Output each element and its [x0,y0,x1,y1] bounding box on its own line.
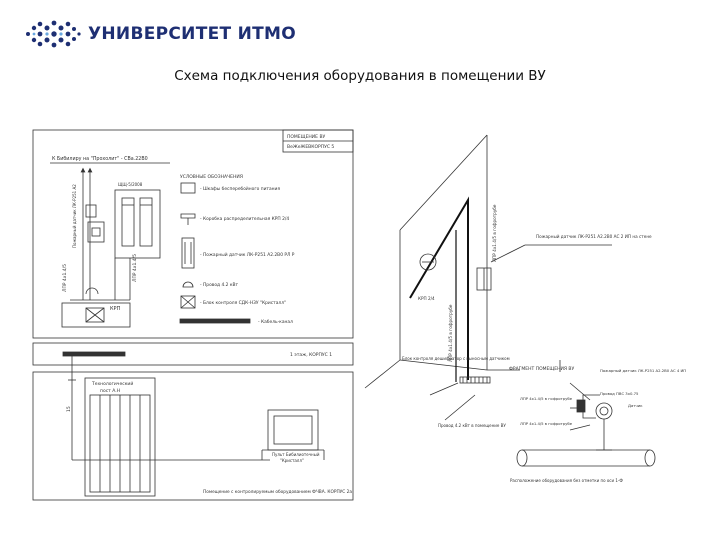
left-schematic [33,130,353,500]
cabinet-legend-icon [181,183,195,193]
stamp-line-1: ПОМЕЩЕНИЕ ВУ [287,135,326,140]
legend-item-1: - Шкафы бесперебойного питания [200,187,281,192]
fragment-title: ФРАГМЕНТ ПОМЕЩЕНИЯ ВУ [509,367,575,372]
sensor-legend-icon [182,238,194,268]
equipment-box-label: ЩЩ-5/2008 [118,182,143,187]
legend-header: УСЛОВНЫЕ ОБОЗНАЧЕНИЯ [180,175,243,180]
krp-label: КРП 2/4 [418,296,435,301]
wire-label-a: ЛПР 4x1.4/5 [63,264,68,292]
slide-title: Схема подключения оборудования в помещении ВУ [174,68,546,84]
left-schematic-labels [52,134,352,495]
side-dimension-label: 15 [67,406,72,412]
cabinet-callout: Блок контроля дешифратор с выносным датчиком [402,356,510,361]
fragment-note-4: ЛПР 4x1.4/5 в гофротрубе [520,421,573,426]
legend-item-5: - Блок контроля СДК-Н3У "Кристалл" [200,301,287,306]
cable-to-panel-label: К Бибилиру на "Прохолит" - СВа.22В0 [52,157,148,162]
legend-item-6: - Кабель-канал [258,320,293,325]
fragment-gauge-icon [596,403,612,419]
wire-legend-icon [183,282,193,287]
ceiling-cable [410,200,468,380]
cable-channel-legend-icon [180,319,250,323]
middle-band-label: 1 этаж, КОРПУС 1 [290,353,333,358]
remote-panel-label-2: "Кристалл" [280,458,304,463]
right-room-labels [402,204,686,483]
wire-label-b: ЛПР 4x1.4/5 [133,254,138,282]
ceiling-sensor-label: Пожарный датчик ЛК-Р251 А2.2В0 АС 2 ИП на стене [536,234,652,239]
logo-text: УНИВЕРСИТЕТ ИТМО [88,24,297,44]
pipe-end-right [645,450,655,466]
sensor-vertical-label: Пожарный датчик ЛК-Р251 А2 [72,184,77,248]
remote-panel-label-1: Пульт Бибилиотечный [272,452,320,457]
wall-cable-label: ЛПР 4x1.4/5 в гофротрубе [492,204,497,262]
sensor-dome-icon [86,288,98,294]
fragment-note-1: Пожарный датчик ЛК-Р251 А2.2В0 АС 4 ИП [600,368,687,373]
console-label-line-2: пост А.Н [100,389,121,394]
stamp-line-2: ВеЖеЖЕВКОРПУС 5 [287,145,335,150]
legend-item-2: - Коробка распределительная КРП 2/4 [200,217,290,222]
pipe-end-left [517,450,527,466]
ceiling-edge [400,135,487,230]
floor-caption: Расположение оборудования без отметки по оси 1-Ф [510,478,623,483]
fragment-note-3: ЛПР 4x1.4/5 в гофротрубе [520,396,573,401]
legend-item-3: - Пожарный датчик ЛК-Р251 А2.2В0 РЛ Р [200,253,295,258]
fragment-note-5: Датчик [628,403,643,408]
box-legend-icon [181,214,195,218]
bottom-caption: Помещение с контролируемым оборудованием ФЧВА. КОРПУС 2а [203,490,353,495]
entry-callout: Провод 4.2 кВт в помещение ВУ [438,423,506,428]
fragment-note-2: Провод ПВС 3x0.75 [600,391,639,396]
console-label-line-1: Технологический [92,382,134,387]
right-room-drawing [365,135,655,466]
legend-item-4: - Провод 4.2 кВт [200,283,239,288]
schematic-frame-bottom [33,372,353,500]
crp-label: КРП [110,306,121,312]
left-wall-cable-label: ЛПР 4x1.4/5 в гофротрубе [448,304,453,362]
